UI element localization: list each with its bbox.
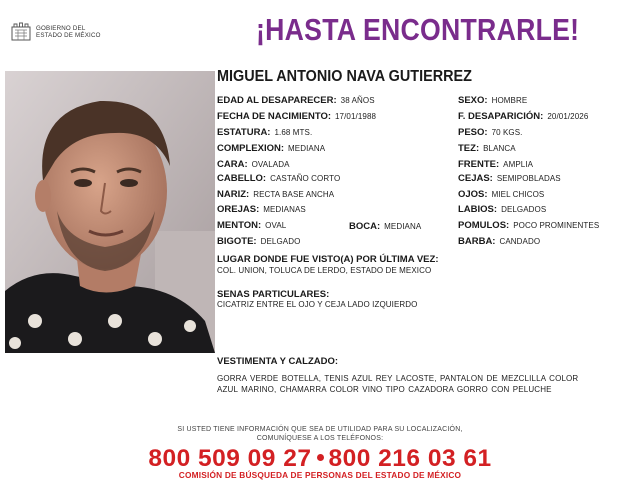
logo-line-1: GOBIERNO DEL <box>36 24 86 32</box>
field-edad <box>217 95 375 107</box>
field-value: SEMIPOBLADAS <box>496 174 561 183</box>
field-desaparicion <box>458 111 588 123</box>
field-label: COMPLEXION: <box>217 143 285 154</box>
field-label: OREJAS: <box>217 204 260 215</box>
field-label: BARBA: <box>458 236 496 247</box>
field-menton <box>217 220 286 232</box>
government-logo <box>10 22 101 42</box>
field-orejas <box>217 204 306 216</box>
person-portrait-icon <box>5 71 215 353</box>
field-value: OVAL <box>265 221 287 230</box>
field-sexo <box>458 95 527 107</box>
field-value: 70 KGS. <box>491 128 523 137</box>
field-peso <box>458 127 523 139</box>
field-value: CASTAÑO CORTO <box>270 174 341 183</box>
field-value: 20/01/2026 <box>547 112 589 121</box>
phone-number-2[interactable]: 800 216 03 61 <box>328 445 492 472</box>
field-nariz <box>217 189 334 201</box>
field-cejas <box>458 173 561 185</box>
marks-text: CICATRIZ ENTRE EL OJO Y CEJA LADO IZQUIERDO <box>217 300 418 309</box>
field-barba <box>458 236 540 248</box>
field-boca <box>349 221 421 233</box>
field-cabello <box>217 173 340 185</box>
last-seen-title: LUGAR DONDE FUE VISTO(A) POR ÚLTIMA VEZ: <box>217 254 439 265</box>
bullet-separator-icon <box>317 454 324 461</box>
field-labios <box>458 204 546 216</box>
state-coat-of-arms-icon <box>10 22 32 42</box>
field-label: FECHA DE NACIMIENTO: <box>217 111 331 122</box>
field-label: TEZ: <box>458 143 480 154</box>
field-label: CARA: <box>217 159 248 170</box>
field-label: EDAD AL DESAPARECER: <box>217 95 337 106</box>
last-seen-text: COL. UNION, TOLUCA DE LERDO, ESTADO DE MEXICO <box>217 266 432 275</box>
footer-note-line-2: COMUNÍQUESE A LOS TELÉFONOS: <box>256 435 384 442</box>
person-photo <box>5 71 215 353</box>
logo-line-2: ESTADO DE MÉXICO <box>36 32 101 39</box>
field-value: DELGADO <box>260 237 301 246</box>
phone-numbers <box>0 445 640 473</box>
field-label: FRENTE: <box>458 159 500 170</box>
field-value: MIEL CHICOS <box>491 190 545 199</box>
clothing-text: GORRA VERDE BOTELLA, TENIS AZUL REY LACOSTE, PANTALON DE MEZCLILLA COLOR AZUL MARINO, CHAMARRA COLOR VINO TIPO CAZADORA GORRO CON PELUCHE <box>217 374 579 395</box>
field-value: AMPLIA <box>503 160 534 169</box>
field-label: LABIOS: <box>458 204 498 215</box>
headline: ¡HASTA ENCONTRARLE! <box>256 12 580 47</box>
marks-title: SENAS PARTICULARES: <box>217 289 330 300</box>
field-label: ESTATURA: <box>217 127 271 138</box>
field-pomulos <box>458 220 599 232</box>
field-bigote <box>217 236 300 248</box>
field-label: BOCA: <box>349 221 381 232</box>
field-value: OVALADA <box>251 160 290 169</box>
field-value: DELGADOS <box>501 205 547 214</box>
field-value: MEDIANA <box>384 222 422 231</box>
field-value: HOMBRE <box>491 96 528 105</box>
field-label: NARIZ: <box>217 189 250 200</box>
field-label: PESO: <box>458 127 488 138</box>
field-estatura <box>217 127 312 139</box>
field-label: SEXO: <box>458 95 488 106</box>
field-value: 1.68 MTS. <box>274 128 313 137</box>
phone-number-1[interactable]: 800 509 09 27 <box>148 445 312 472</box>
field-value: MEDIANA <box>288 144 326 153</box>
field-value: 17/01/1988 <box>335 112 377 121</box>
field-label: POMULOS: <box>458 220 510 231</box>
commission-name: COMISIÓN DE BÚSQUEDA DE PERSONAS DEL ESTADO DE MÉXICO <box>178 470 462 480</box>
field-label: BIGOTE: <box>217 236 257 247</box>
field-label: F. DESAPARICIÓN: <box>458 111 544 122</box>
field-value: POCO PROMINENTES <box>513 221 600 230</box>
field-label: OJOS: <box>458 189 488 200</box>
field-value: 38 AÑOS <box>340 96 375 105</box>
field-label: CEJAS: <box>458 173 493 184</box>
field-label: CABELLO: <box>217 173 267 184</box>
field-value: BLANCA <box>483 144 516 153</box>
field-cara <box>217 159 290 171</box>
person-name: MIGUEL ANTONIO NAVA GUTIERREZ <box>217 68 472 85</box>
field-value: RECTA BASE ANCHA <box>253 190 335 199</box>
field-nacimiento <box>217 111 376 123</box>
clothing-title: VESTIMENTA Y CALZADO: <box>217 356 339 367</box>
field-tez <box>458 143 516 155</box>
footer-note-line-1: SI USTED TIENE INFORMACIÓN QUE SEA DE UTILIDAD PARA SU LOCALIZACIÓN, <box>177 426 463 433</box>
field-label: MENTON: <box>217 220 262 231</box>
field-value: CANDADO <box>499 237 541 246</box>
government-logo-text <box>36 25 101 39</box>
field-value: MEDIANAS <box>263 205 306 214</box>
field-frente <box>458 159 533 171</box>
field-complexion <box>217 143 325 155</box>
field-ojos <box>458 189 544 201</box>
